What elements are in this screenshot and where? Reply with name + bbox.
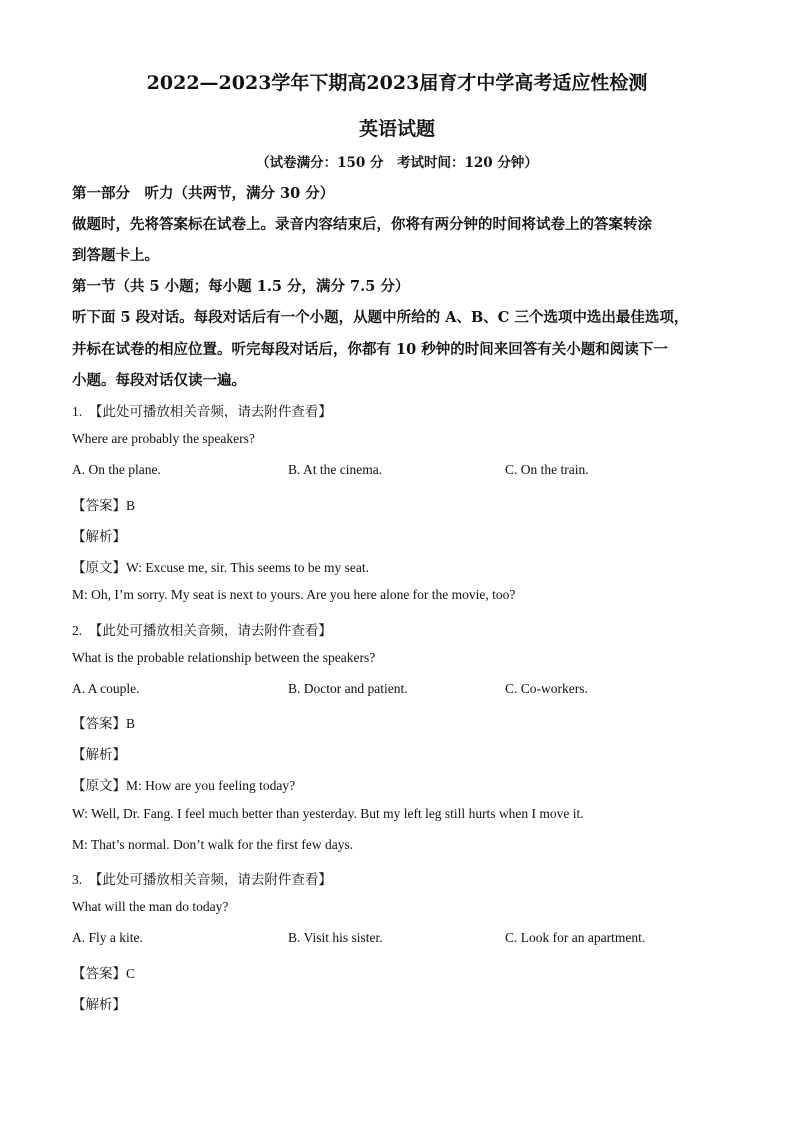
question-3-text: What will the man do today? (72, 899, 229, 914)
question-3-option-b: B. Visit his sister. (288, 930, 383, 945)
question-3-option-c: C. Look for an apartment. (505, 930, 646, 945)
question-2-transcript-line3: M: That’s normal. Don’t walk for the first few days. (72, 837, 354, 852)
question-1-audio-prompt: 1. 【此处可播放相关音频，请去附件查看】 (72, 404, 332, 419)
section1-instruction-line3: 小题。每段对话仅读一遍。 (72, 372, 246, 389)
question-2-transcript-line2: W: Well, Dr. Fang. I feel much better than yesterday. But my left leg still hurts when I move it. (72, 806, 584, 821)
question-1-option-c: C. On the train. (505, 462, 589, 477)
question-2-transcript-line1: 【原文】M: How are you feeling today? (72, 778, 296, 793)
question-2-analysis: 【解析】 (72, 747, 126, 762)
section1-instruction-line2: 并标在试卷的相应位置。听完每段对话后，你都有 10 秒钟的时间来回答有关小题和阅读下一 (72, 341, 668, 358)
question-2-audio-prompt: 2. 【此处可播放相关音频，请去附件查看】 (72, 623, 332, 638)
section1-instruction-line1: 听下面 5 段对话。每段对话后有一个小题，从题中所给的 A、B、C 三个选项中选出最佳选项， (72, 309, 689, 326)
question-1-answer: 【答案】B (72, 498, 136, 513)
exam-title: 2022—2023学年下期高2023届育才中学高考适应性检测 (146, 72, 648, 94)
question-1-text: Where are probably the speakers? (72, 431, 255, 446)
question-1-options (72, 462, 732, 482)
question-1-option-a: A. On the plane. (72, 462, 161, 477)
question-2-text: What is the probable relationship between the speakers? (72, 650, 376, 665)
part1-heading: 第一部分 听力（共两节，满分 30 分） (72, 185, 335, 202)
part1-instruction-line2: 到答题卡上。 (72, 247, 159, 264)
subject-title: 英语试题 (358, 118, 435, 140)
question-2-option-a: A. A couple. (72, 681, 140, 696)
question-3-option-a: A. Fly a kite. (72, 930, 143, 945)
question-2-option-c: C. Co-workers. (505, 681, 588, 696)
question-2-option-b: B. Doctor and patient. (288, 681, 408, 696)
question-1-transcript-line1: 【原文】W: Excuse me, sir. This seems to be my seat. (72, 560, 369, 575)
part1-instruction-line1: 做题时，先将答案标在试卷上。录音内容结束后，你将有两分钟的时间将试卷上的答案转涂 (72, 216, 652, 233)
section1-heading: 第一节（共 5 小题；每小题 1.5 分，满分 7.5 分） (72, 278, 410, 295)
question-3-analysis: 【解析】 (72, 997, 126, 1012)
question-1-analysis: 【解析】 (72, 529, 126, 544)
question-1-option-b: B. At the cinema. (288, 462, 383, 477)
question-1-transcript-line2: M: Oh, I’m sorry. My seat is next to yours. Are you here alone for the movie, too? (72, 587, 516, 602)
question-2-options (72, 681, 732, 701)
question-3-audio-prompt: 3. 【此处可播放相关音频，请去附件查看】 (72, 872, 332, 887)
question-3-options (72, 930, 732, 950)
exam-info: （试卷满分：150 分 考试时间：120 分钟） (256, 155, 538, 171)
question-2-answer: 【答案】B (72, 716, 136, 731)
question-3-answer: 【答案】C (72, 966, 136, 981)
